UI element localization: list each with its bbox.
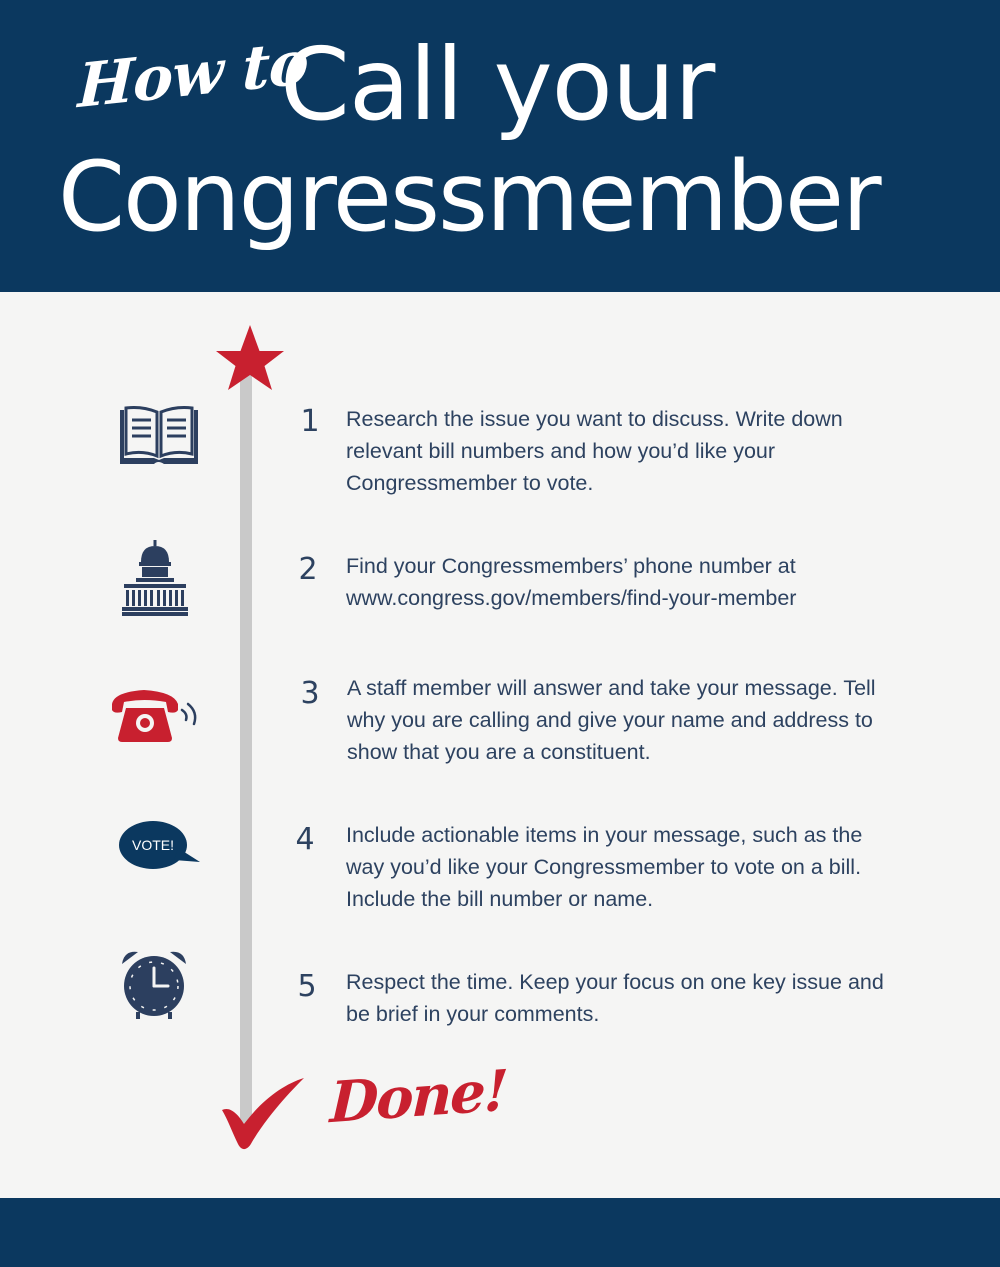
title-line-2: Congressmember [58,141,880,253]
step-number-3: 3 [300,676,320,711]
step-text-1: Research the issue you want to discuss. Write down relevant bill numbers and how you’d like your Congressmember to vote. [346,407,843,495]
step-text-3: A staff member will answer and take your message. Tell why you are calling and give your name and address to show that you are a constituent. [347,676,876,764]
step-number-1: 1 [300,404,320,439]
step-number-2: 2 [298,552,318,587]
step-number-5: 5 [297,969,317,1004]
title-line-1: Call your [280,26,715,143]
open-book-icon [118,406,200,466]
step-text-4: Include actionable items in your message, such as the way you’d like your Congressmember to vote on a bill. Include the bill number or name. [346,823,863,911]
how-to-script: How to [76,27,309,123]
done-label: Done! [328,1057,508,1137]
ringing-phone-icon [110,686,206,744]
footer-banner [0,1198,1000,1267]
checkmark-icon [222,1078,304,1149]
vote-speech-bubble-icon [118,820,202,876]
capitol-building-icon [122,540,188,616]
header-banner [0,0,1000,292]
step-number-4: 4 [295,822,315,857]
step-text-5: Respect the time. Keep your focus on one key issue and be brief in your comments. [346,970,884,1026]
alarm-clock-icon [118,948,190,1020]
star-icon [216,325,284,390]
vote-label: VOTE! [131,837,175,853]
timeline-line [240,368,252,1128]
step-text-2: Find your Congressmembers’ phone number at www.congress.gov/members/find-your-member [346,554,797,610]
